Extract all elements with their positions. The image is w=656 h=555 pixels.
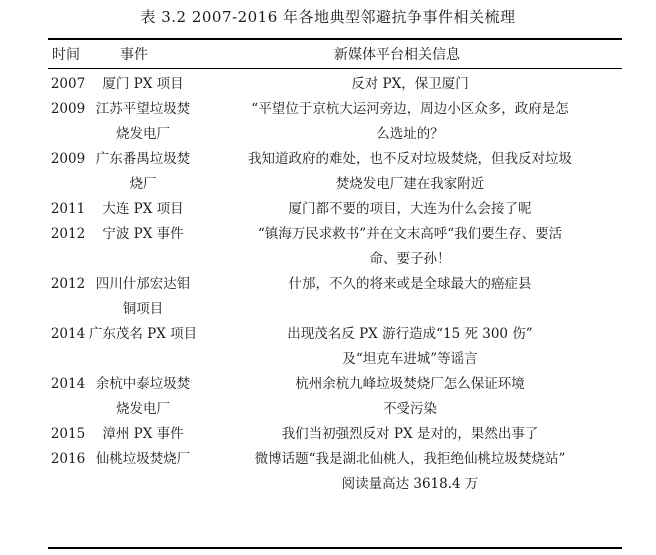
year-cell: 2016 [50,451,86,467]
event-cell [88,222,198,272]
info-cell [198,447,622,497]
table-row [48,97,622,147]
event-line: 漳州 PX 事件 [102,426,184,442]
year-cell: 2009 [50,151,86,167]
event-cell [88,322,198,372]
info-line: 微博话题“我是湖北仙桃人，我拒绝仙桃垃圾焚烧站” [254,451,566,467]
event-cell [88,422,198,447]
table-row [48,422,622,447]
info-line: 阅读量高达 3618.4 万 [341,476,479,492]
info-line: 及“坦克车进城”等谣言 [342,351,478,367]
info-line: “平望位于京杭大运河旁边，周边小区众多，政府是怎 [251,101,569,117]
bottom-rule [48,547,622,549]
event-cell [88,72,198,97]
year-cell: 2014 [50,326,86,342]
info-line: 杭州余杭九峰垃圾焚烧厂怎么保证环境 [295,376,525,392]
info-cell [198,372,622,422]
table-row [48,72,622,97]
info-cell [198,97,622,147]
events-table-body [48,72,622,497]
year-cell: 2007 [50,76,86,92]
info-line: 命、要子孙！ [369,251,451,267]
table-row [48,222,622,272]
event-line: 烧发电厂 [116,401,170,417]
table-row [48,147,622,197]
event-line: 仙桃垃圾焚烧厂 [95,451,191,467]
event-line: 江苏平望垃圾焚 [95,101,191,117]
info-line: 出现茂名反 PX 游行造成“15 死 300 伤” [287,326,533,342]
event-line: 广东番禺垃圾焚 [95,151,191,167]
info-line: 么选址的？ [376,126,444,142]
column-header-event: 事件 [120,47,148,63]
event-line: 大连 PX 项目 [102,201,184,217]
table-row [48,372,622,422]
info-cell [198,222,622,272]
header-rule [48,68,622,69]
info-line: 我知道政府的难处，也不反对垃圾焚烧，但我反对垃圾 [248,151,572,167]
event-line: 烧发电厂 [116,126,170,142]
info-line: 焚烧发电厂建在我家附近 [335,176,485,192]
event-line: 烧厂 [129,176,157,192]
event-cell [88,97,198,147]
column-header-info: 新媒体平台相关信息 [334,47,460,63]
info-cell [198,272,622,322]
info-cell [198,72,622,97]
info-cell [198,197,622,222]
table-row [48,272,622,322]
info-cell [198,322,622,372]
event-cell [88,447,198,497]
info-line: 我们当初强烈反对 PX 是对的，果然出事了 [281,426,539,442]
year-cell: 2011 [50,201,86,217]
info-line: “镇海万民求救书”并在文末高呼“我们要生存、要活 [257,226,563,242]
event-cell [88,197,198,222]
year-cell: 2014 [50,376,86,392]
column-header-year: 时间 [52,47,80,63]
event-line: 四川什邡宏达钼 [95,276,191,292]
table-row [48,197,622,222]
info-line: 什邡，不久的将来或是全球最大的癌症县 [288,276,532,292]
events-table [48,72,622,497]
year-cell: 2015 [50,426,86,442]
event-cell [88,272,198,322]
info-line: 反对 PX，保卫厦门 [351,76,469,92]
event-line: 广东茂名 PX 项目 [88,326,198,342]
year-cell: 2012 [50,226,86,242]
top-rule [48,38,622,40]
event-line: 宁波 PX 事件 [102,226,184,242]
event-line: 厦门 PX 项目 [102,76,184,92]
table-row [48,322,622,372]
event-cell [88,372,198,422]
info-line: 不受污染 [383,401,437,417]
event-cell [88,147,198,197]
event-line: 铜项目 [122,301,164,317]
year-cell: 2012 [50,276,86,292]
info-cell [198,147,622,197]
table-caption: 表 3.2 2007-2016 年各地典型邻避抗争事件相关梳理 [140,8,516,26]
info-line: 厦门都不要的项目，大连为什么会接了呢 [288,201,532,217]
event-line: 余杭中泰垃圾焚 [95,376,191,392]
year-cell: 2009 [50,101,86,117]
info-cell [198,422,622,447]
table-row [48,447,622,497]
